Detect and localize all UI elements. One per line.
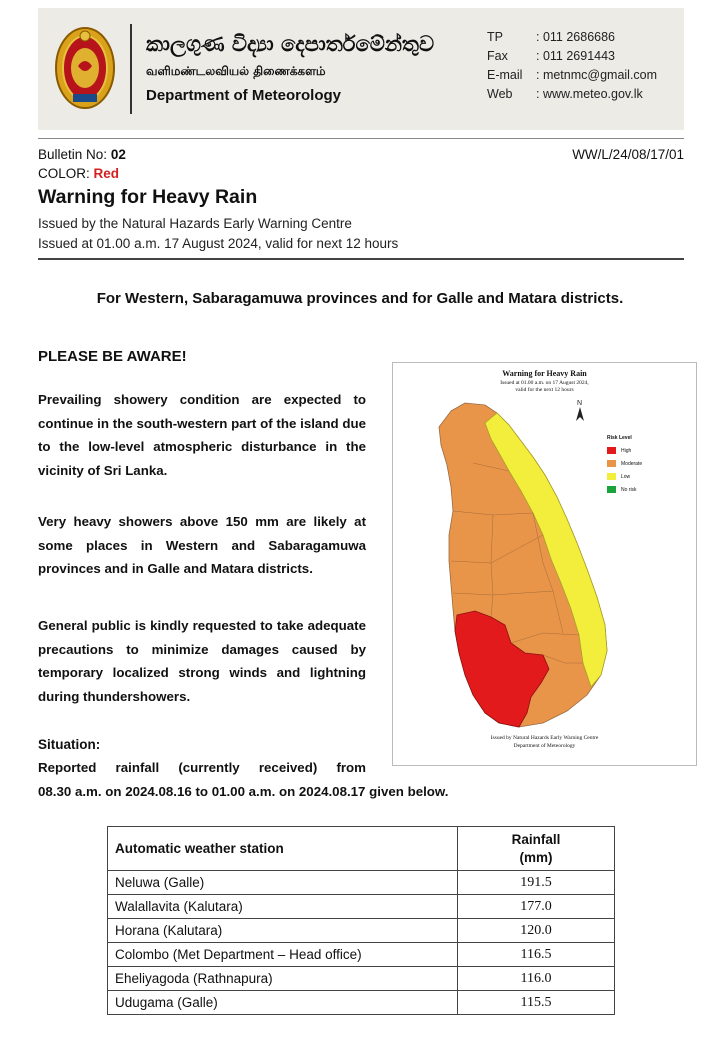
sri-lanka-map: [393, 363, 698, 767]
rainfall-value: 191.5: [458, 871, 615, 895]
color-red-badge: Red: [93, 166, 120, 181]
paragraph-precautions: General public is kindly requested to take adequate precautions to minimize damages caused by temporary localized strong winds and lightning during thundershowers.: [38, 618, 366, 704]
table-header-row: [108, 827, 615, 871]
map-footer-1: Issued by Natural Hazards Early Warning Centre: [490, 735, 599, 741]
contact-block: [487, 30, 657, 106]
station-column-header: Automatic weather station: [108, 827, 458, 871]
rainfall-value: 116.5: [458, 943, 615, 967]
contact-web[interactable]: Web : www.meteo.gov.lk: [487, 87, 643, 101]
legend-title: Risk Level: [607, 435, 632, 441]
map-subtitle-2: valid for the next 12 hours: [515, 387, 574, 393]
table-row: [108, 919, 615, 943]
station-name: Udugama (Galle): [108, 991, 458, 1015]
contact-fax: Fax : 011 2691443: [487, 49, 616, 63]
rainfall-table: [107, 826, 615, 1015]
letterhead: [38, 8, 684, 130]
station-name: Walallavita (Kalutara): [108, 895, 458, 919]
bulletin-color: COLOR: Red: [38, 166, 120, 181]
table-row: [108, 967, 615, 991]
paragraph-condition: Prevailing showery condition are expected to continue in the south-western part of the island due to the low-level atmospheric disturbance in the vicinity of Sri Lanka.: [38, 392, 366, 478]
legend-item-low: Low: [607, 470, 642, 483]
legend-swatch-low: [607, 473, 616, 480]
legend-swatch-moderate: [607, 460, 616, 467]
header-divider: [130, 24, 132, 114]
section-rule: [38, 258, 684, 260]
table-row: [108, 991, 615, 1015]
rainfall-value: 116.0: [458, 967, 615, 991]
north-arrow-icon: [576, 407, 584, 421]
bulletin-reference: WW/L/24/08/17/01: [572, 147, 684, 162]
north-label: N: [577, 400, 583, 407]
warning-title: Warning for Heavy Rain: [38, 186, 258, 208]
aware-heading: PLEASE BE AWARE!: [38, 348, 187, 365]
risk-map: [392, 362, 697, 766]
station-name: Eheliyagoda (Rathnapura): [108, 967, 458, 991]
table-row: [108, 895, 615, 919]
station-name: Colombo (Met Department – Head office): [108, 943, 458, 967]
rainfall-value: 177.0: [458, 895, 615, 919]
legend-item-no-risk: No risk: [607, 483, 642, 496]
legend-item-high: High: [607, 444, 642, 457]
rainfall-value: 115.5: [458, 991, 615, 1015]
department-title-tamil: வளிமண்டலவியல் திணைக்களம்: [146, 64, 326, 78]
rainfall-value: 120.0: [458, 919, 615, 943]
station-name: Horana (Kalutara): [108, 919, 458, 943]
legend-swatch-no-risk: [607, 486, 616, 493]
map-subtitle-1: Issued at 01.00 a.m. on 17 August 2024,: [500, 380, 589, 386]
legend-item-moderate: Moderate: [607, 457, 642, 470]
department-title-english: Department of Meteorology: [146, 87, 342, 104]
situation-line-1: Reported rainfall (currently received) from: [38, 760, 366, 775]
station-name: Neluwa (Galle): [108, 871, 458, 895]
issued-at: Issued at 01.00 a.m. 17 August 2024, valid for next 12 hours: [38, 236, 399, 251]
situation-line-2: 08.30 a.m. on 2024.08.16 to 01.00 a.m. on 2024.08.17 given below.: [38, 784, 449, 799]
table-row: [108, 871, 615, 895]
situation-heading: Situation:: [38, 737, 101, 752]
issued-by: Issued by the Natural Hazards Early Warning Centre: [38, 216, 352, 231]
map-title: Warning for Heavy Rain: [502, 369, 587, 378]
map-footer-2: Department of Meteorology: [513, 743, 576, 749]
bulletin-number: Bulletin No: 02: [38, 147, 126, 162]
paragraph-heavy-showers: Very heavy showers above 150 mm are likely at some places in Western and Sabaragamuwa provinces and in Galle and Matara districts.: [38, 514, 366, 576]
affected-region: For Western, Sabaragamuwa provinces and for Galle and Matara districts.: [96, 290, 624, 307]
contact-email[interactable]: E-mail : metnmc@gmail.com: [487, 68, 658, 82]
map-legend: [607, 435, 642, 496]
department-title-sinhala: කාලගුණ විද්‍යා දෙපාර්තමේන්තුව: [146, 32, 435, 56]
table-row: [108, 943, 615, 967]
contact-phone: TP : 011 2686686: [487, 30, 616, 44]
sri-lanka-emblem-icon: [54, 26, 116, 110]
rainfall-column-header: Rainfall (mm): [458, 827, 615, 871]
header-rule: [38, 138, 684, 139]
legend-swatch-high: [607, 447, 616, 454]
